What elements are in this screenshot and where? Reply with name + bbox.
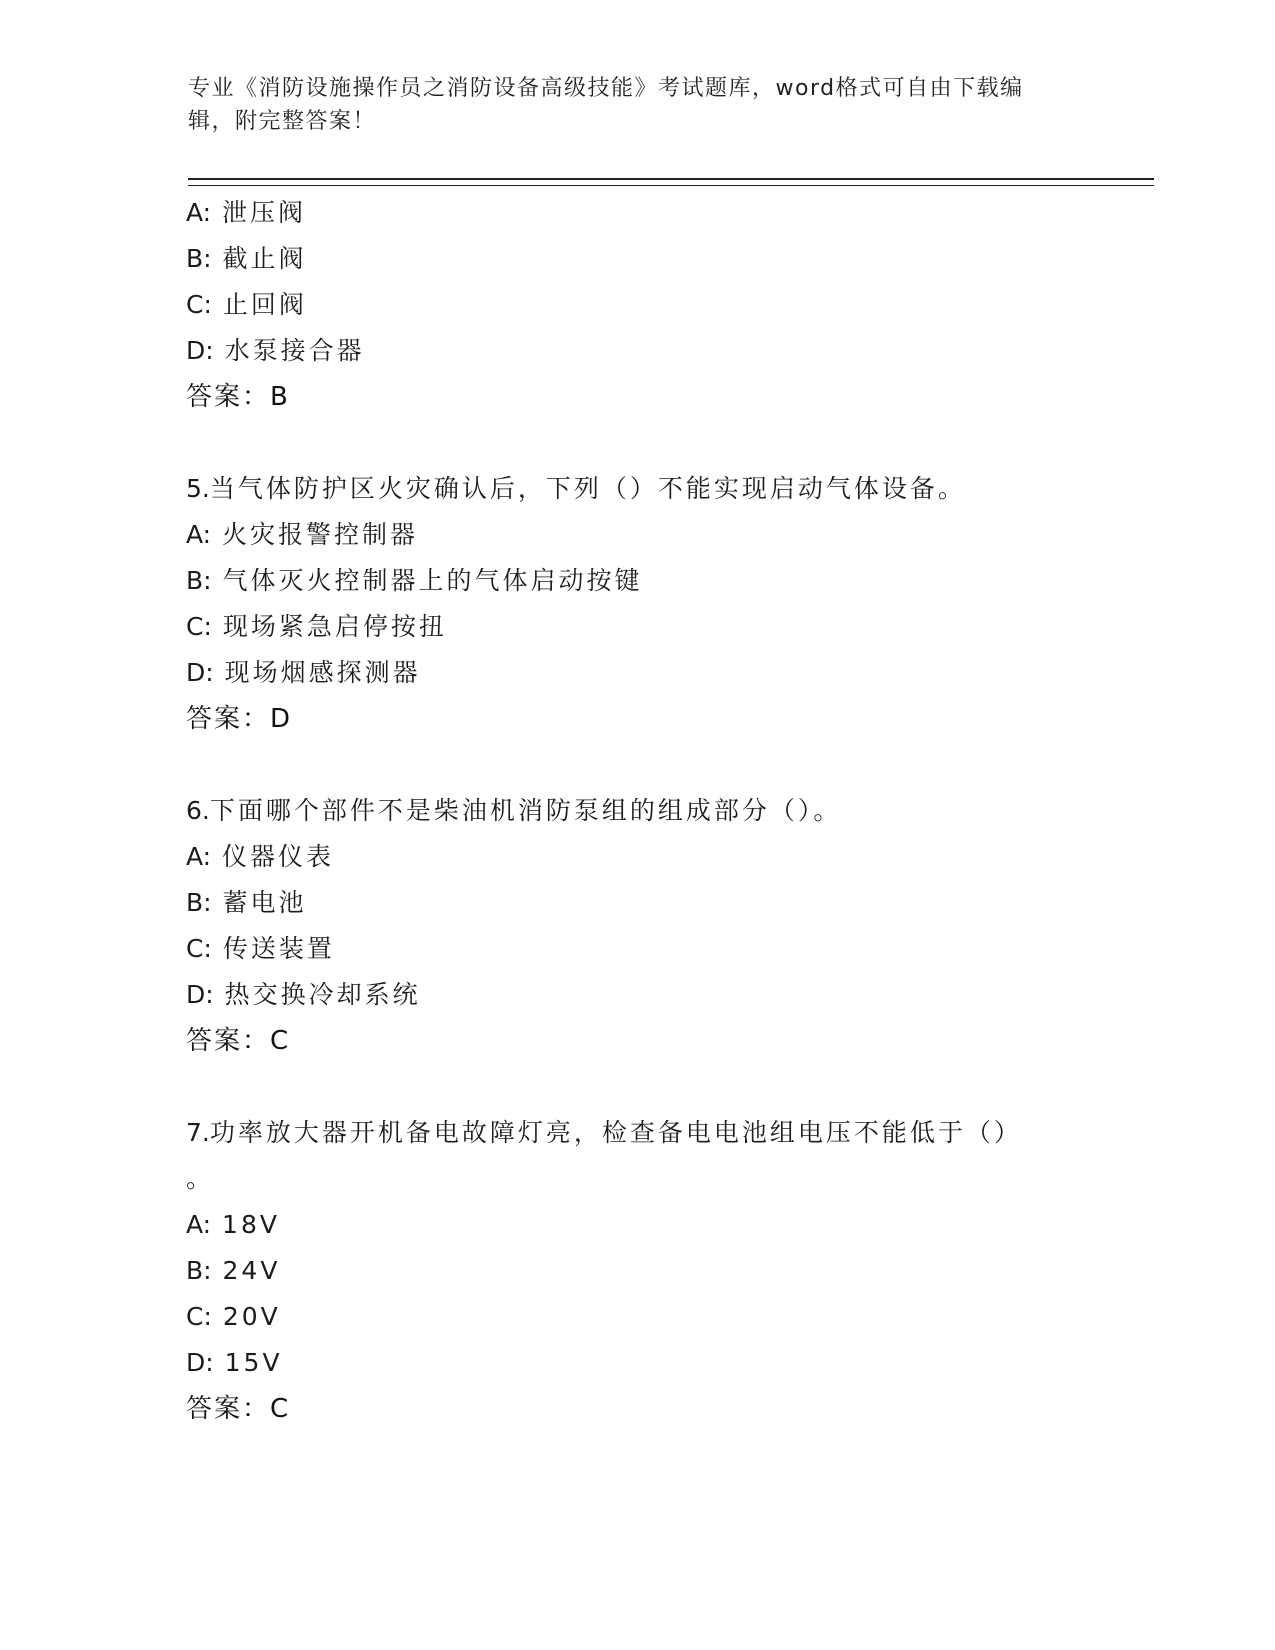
option-d: D: 热交换冷却系统 <box>186 980 421 1009</box>
option-c: C: 20V <box>186 1302 281 1331</box>
question-block-6 <box>186 788 1186 1064</box>
question-text: 6.下面哪个部件不是柴油机消防泵组的组成部分（）。 <box>186 796 842 825</box>
answer-line: 答案：C <box>186 1394 291 1424</box>
answer-line: 答案：D <box>186 704 293 734</box>
question-text: 7.功率放大器开机备电故障灯亮，检查备电电池组电压不能低于（） <box>186 1118 1022 1147</box>
option-d: D: 现场烟感探测器 <box>186 658 421 687</box>
question-list <box>186 190 1186 1432</box>
question-text: 5.当气体防护区火灾确认后，下列（）不能实现启动气体设备。 <box>186 474 966 503</box>
option-c: C: 现场紧急启停按扭 <box>186 612 447 641</box>
question-block-5 <box>186 466 1186 742</box>
answer-line: 答案：B <box>186 382 290 412</box>
document-header <box>188 72 1068 138</box>
option-a: A: 18V <box>186 1210 280 1239</box>
option-a: A: 泄压阀 <box>186 198 307 227</box>
option-c: C: 止回阀 <box>186 290 307 319</box>
question-text-continuation: 。 <box>186 1164 212 1193</box>
question-block-4 <box>186 190 1186 420</box>
option-b: B: 蓄电池 <box>186 888 307 917</box>
option-b: B: 气体灭火控制器上的气体启动按键 <box>186 566 643 595</box>
option-d: D: 水泵接合器 <box>186 336 365 365</box>
option-b: B: 截止阀 <box>186 244 307 273</box>
option-a: A: 仪器仪表 <box>186 842 335 871</box>
header-divider <box>188 178 1154 186</box>
option-b: B: 24V <box>186 1256 281 1285</box>
option-a: A: 火灾报警控制器 <box>186 520 419 549</box>
option-c: C: 传送装置 <box>186 934 335 963</box>
option-d: D: 15V <box>186 1348 283 1377</box>
header-line-1: 专业《消防设施操作员之消防设备高级技能》考试题库，word格式可自由下载编 <box>188 76 1024 101</box>
question-block-7 <box>186 1110 1186 1432</box>
header-line-2: 辑，附完整答案！ <box>188 109 377 134</box>
answer-line: 答案：C <box>186 1026 291 1056</box>
